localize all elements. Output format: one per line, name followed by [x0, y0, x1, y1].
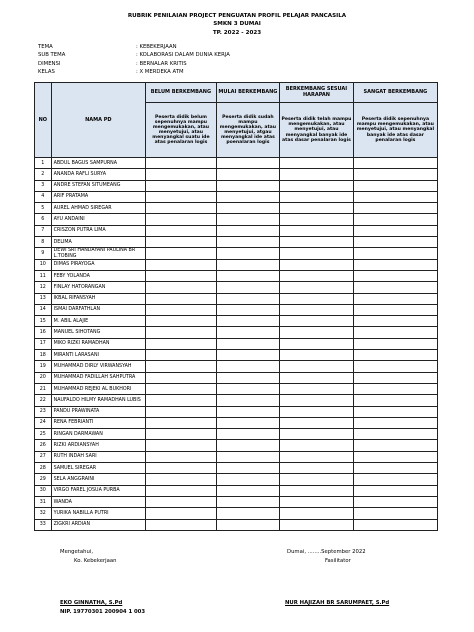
score-cell-level-1[interactable] [146, 180, 217, 191]
student-name: CRISZON PUTRA LIMA [51, 225, 146, 236]
score-cell-level-1[interactable] [146, 169, 217, 180]
score-cell-level-3[interactable] [280, 395, 354, 406]
table-row [35, 406, 438, 417]
table-row [35, 508, 438, 519]
student-name: SAMUEL SIREGAR [51, 463, 146, 474]
score-cell-level-4[interactable] [353, 485, 437, 496]
score-cell-level-2[interactable] [216, 474, 279, 485]
score-cell-level-3[interactable] [280, 282, 354, 293]
score-cell-level-3[interactable] [280, 383, 354, 394]
score-cell-level-2[interactable] [216, 259, 279, 270]
table-row [35, 429, 438, 440]
score-cell-level-1[interactable] [146, 440, 217, 451]
score-cell-level-1[interactable] [146, 496, 217, 507]
table-row [35, 158, 438, 169]
info-value: : KOLABORASI DALAM DUNIA KERJA [136, 52, 230, 59]
table-row [35, 259, 438, 270]
row-number: 10 [35, 259, 52, 270]
score-cell-level-2[interactable] [216, 214, 279, 225]
student-name: ZIGKRI ARDIAN [51, 519, 146, 530]
row-number: 12 [35, 282, 52, 293]
level-2-description: Peserta didik sudah mampu mengemukakan, atau menyetujui, atgau menyangkal ide atas poenalaran logis [216, 103, 279, 158]
score-cell-level-2[interactable] [216, 451, 279, 462]
score-cell-level-4[interactable] [353, 259, 437, 270]
table-row [35, 383, 438, 394]
table-row [35, 440, 438, 451]
row-number: 4 [35, 191, 52, 202]
column-header-name: NAMA PD [51, 83, 146, 158]
score-cell-level-1[interactable] [146, 214, 217, 225]
info-row-tema [38, 43, 356, 51]
document-title: RUBRIK PENILAIAN PROJECT PENGUATAN PROFIL PELAJAR PANCASILA [127, 13, 347, 19]
score-cell-level-3[interactable] [280, 191, 354, 202]
row-number: 19 [35, 361, 52, 372]
table-row [35, 485, 438, 496]
score-cell-level-3[interactable] [280, 485, 354, 496]
row-number: 28 [35, 463, 52, 474]
score-cell-level-4[interactable] [353, 338, 437, 349]
info-row-dimensi [38, 60, 356, 68]
table-row [35, 214, 438, 225]
score-cell-level-4[interactable] [353, 395, 437, 406]
row-number: 5 [35, 203, 52, 214]
row-number: 7 [35, 225, 52, 236]
student-name: ABDUL BAGUS SAMPURNA [51, 158, 146, 169]
student-name: FINLAY HATORANGAN [51, 282, 146, 293]
score-cell-level-4[interactable] [353, 417, 437, 428]
score-cell-level-4[interactable] [353, 169, 437, 180]
score-cell-level-2[interactable] [216, 282, 279, 293]
score-cell-level-1[interactable] [146, 316, 217, 327]
info-key: KELAS [38, 69, 55, 76]
table-row [35, 203, 438, 214]
score-cell-level-1[interactable] [146, 395, 217, 406]
row-number: 11 [35, 270, 52, 281]
score-cell-level-1[interactable] [146, 350, 217, 361]
score-cell-level-3[interactable] [280, 463, 354, 474]
score-cell-level-3[interactable] [280, 327, 354, 338]
table-row [35, 316, 438, 327]
score-cell-level-2[interactable] [216, 225, 279, 236]
row-number: 22 [35, 395, 52, 406]
score-cell-level-3[interactable] [280, 248, 354, 259]
score-cell-level-3[interactable] [280, 496, 354, 507]
student-name: MUHAMMAD REJEKI AL BUKHORI [51, 383, 146, 394]
student-name: PANDU PRAWINATA [51, 406, 146, 417]
info-key: TEMA [38, 44, 53, 50]
student-name: AUREL AHMAD SIREGAR [51, 203, 146, 214]
row-number: 32 [35, 508, 52, 519]
score-cell-level-3[interactable] [280, 338, 354, 349]
row-number: 17 [35, 338, 52, 349]
score-cell-level-1[interactable] [146, 282, 217, 293]
score-cell-level-2[interactable] [216, 406, 279, 417]
facilitator-name: NUR HAJIZAH BR SARUMPAET, S.Pd [285, 600, 390, 606]
student-name: ANDRE STEFAN SITUMEANG [51, 180, 146, 191]
table-row [35, 180, 438, 191]
table-row [35, 270, 438, 281]
score-cell-level-3[interactable] [280, 293, 354, 304]
score-cell-level-2[interactable] [216, 248, 279, 259]
score-cell-level-1[interactable] [146, 327, 217, 338]
score-cell-level-2[interactable] [216, 304, 279, 315]
score-cell-level-1[interactable] [146, 338, 217, 349]
score-cell-level-3[interactable] [280, 237, 354, 248]
score-cell-level-2[interactable] [216, 417, 279, 428]
score-cell-level-4[interactable] [353, 248, 437, 259]
score-cell-level-4[interactable] [353, 451, 437, 462]
row-number: 3 [35, 180, 52, 191]
score-cell-level-3[interactable] [280, 225, 354, 236]
score-cell-level-4[interactable] [353, 361, 437, 372]
score-cell-level-4[interactable] [353, 327, 437, 338]
student-name: ANANDA RAFLI SURYA [51, 169, 146, 180]
score-cell-level-4[interactable] [353, 158, 437, 169]
student-name: DELIMA [51, 237, 146, 248]
score-cell-level-2[interactable] [216, 485, 279, 496]
score-cell-level-3[interactable] [280, 158, 354, 169]
score-cell-level-4[interactable] [353, 237, 437, 248]
table-row [35, 338, 438, 349]
score-cell-level-4[interactable] [353, 270, 437, 281]
info-value: : KEBEKERJAAN [136, 44, 177, 50]
row-number: 29 [35, 474, 52, 485]
table-row [35, 169, 438, 180]
student-name: ISMAI DARFATHLAN [51, 304, 146, 315]
score-cell-level-2[interactable] [216, 463, 279, 474]
table-row [35, 293, 438, 304]
student-name: M. ABIL ALAJIE [51, 316, 146, 327]
score-cell-level-1[interactable] [146, 519, 217, 530]
facilitator-role: Fasilitator [325, 558, 351, 564]
document-header [0, 12, 474, 37]
score-cell-level-4[interactable] [353, 225, 437, 236]
row-number: 14 [35, 304, 52, 315]
acknowledged-label: Mengetahui, [60, 549, 93, 555]
student-name: DIMAS PIRAYOGA [51, 259, 146, 270]
student-name: MUHAMMAD FADILLAH SAHPUTRA [51, 372, 146, 383]
score-cell-level-3[interactable] [280, 169, 354, 180]
row-number: 15 [35, 316, 52, 327]
score-cell-level-1[interactable] [146, 191, 217, 202]
student-name: DEWI SRI HANDAYANI PAULINA BR L.TOBING [51, 248, 146, 259]
student-name: MIRANTI LARASANI [51, 350, 146, 361]
left-signature [60, 599, 145, 617]
score-cell-level-2[interactable] [216, 327, 279, 338]
score-cell-level-1[interactable] [146, 361, 217, 372]
table-row [35, 248, 438, 259]
info-key: DIMENSI [38, 60, 61, 67]
row-number: 1 [35, 158, 52, 169]
score-cell-level-2[interactable] [216, 169, 279, 180]
score-cell-level-4[interactable] [353, 463, 437, 474]
student-name: NAUFALDO HILMY RAMADHAN LUBIS [51, 395, 146, 406]
score-cell-level-1[interactable] [146, 304, 217, 315]
row-number: 20 [35, 372, 52, 383]
row-number: 13 [35, 293, 52, 304]
level-1-description: Peserta didik belum sepenuhnya mampu mengemukakan, atau menyetujui, atau menyangkal suatu ide atas penalaran logis [146, 103, 217, 158]
score-cell-level-2[interactable] [216, 237, 279, 248]
school-year: TP. 2022 - 2023 [212, 29, 262, 36]
row-number: 9 [35, 248, 52, 259]
score-cell-level-3[interactable] [280, 259, 354, 270]
score-cell-level-2[interactable] [216, 361, 279, 372]
table-row [35, 191, 438, 202]
row-number: 6 [35, 214, 52, 225]
score-cell-level-4[interactable] [353, 440, 437, 451]
table-row [35, 519, 438, 530]
table-row [35, 463, 438, 474]
row-number: 8 [35, 237, 52, 248]
table-row [35, 282, 438, 293]
score-cell-level-2[interactable] [216, 508, 279, 519]
table-row [35, 451, 438, 462]
student-name: YURIKA NABILLA PUTRI [51, 508, 146, 519]
score-cell-level-4[interactable] [353, 293, 437, 304]
score-cell-level-4[interactable] [353, 316, 437, 327]
score-cell-level-2[interactable] [216, 519, 279, 530]
info-row-sub-tema [38, 51, 356, 59]
coordinator-name: EKO GINNATHA, S.Pd [60, 600, 123, 606]
score-cell-level-4[interactable] [353, 383, 437, 394]
footer-right [287, 548, 366, 566]
score-cell-level-1[interactable] [146, 270, 217, 281]
table-row [35, 395, 438, 406]
student-name: AYU ANDAINI [51, 214, 146, 225]
score-cell-level-3[interactable] [280, 350, 354, 361]
score-cell-level-2[interactable] [216, 395, 279, 406]
score-cell-level-1[interactable] [146, 293, 217, 304]
student-name: FEBY YOLANDA [51, 270, 146, 281]
student-name: MIKO RIZKI RAMADHAN [51, 338, 146, 349]
score-cell-level-3[interactable] [280, 316, 354, 327]
score-cell-level-1[interactable] [146, 225, 217, 236]
score-cell-level-3[interactable] [280, 203, 354, 214]
column-header-level-1: BELUM BERKEMBANG [146, 83, 217, 103]
row-number: 21 [35, 383, 52, 394]
score-cell-level-4[interactable] [353, 406, 437, 417]
score-cell-level-1[interactable] [146, 485, 217, 496]
score-cell-level-1[interactable] [146, 237, 217, 248]
right-signature [285, 599, 389, 608]
info-block [38, 43, 356, 77]
column-header-level-4: SANGAT BERKEMBANG [353, 83, 437, 103]
score-cell-level-2[interactable] [216, 180, 279, 191]
student-name: RINGAN DARMAWAN [51, 429, 146, 440]
score-cell-level-2[interactable] [216, 383, 279, 394]
score-cell-level-3[interactable] [280, 304, 354, 315]
score-cell-level-2[interactable] [216, 203, 279, 214]
row-number: 18 [35, 350, 52, 361]
score-cell-level-3[interactable] [280, 180, 354, 191]
score-cell-level-1[interactable] [146, 203, 217, 214]
score-cell-level-4[interactable] [353, 203, 437, 214]
table-row [35, 237, 438, 248]
score-cell-level-4[interactable] [353, 474, 437, 485]
score-cell-level-4[interactable] [353, 372, 437, 383]
row-number: 16 [35, 327, 52, 338]
score-cell-level-2[interactable] [216, 270, 279, 281]
student-name: RIZKI ARDIANSYAH [51, 440, 146, 451]
score-cell-level-2[interactable] [216, 191, 279, 202]
row-number: 31 [35, 496, 52, 507]
student-name: MANUEL SIHOTANG [51, 327, 146, 338]
score-cell-level-2[interactable] [216, 372, 279, 383]
score-cell-level-2[interactable] [216, 429, 279, 440]
column-header-no: NO [35, 83, 52, 158]
score-cell-level-4[interactable] [353, 350, 437, 361]
score-cell-level-4[interactable] [353, 304, 437, 315]
table-row [35, 474, 438, 485]
row-number: 2 [35, 169, 52, 180]
score-cell-level-3[interactable] [280, 474, 354, 485]
score-cell-level-2[interactable] [216, 316, 279, 327]
table-row [35, 327, 438, 338]
student-name: IKBAL RIFANSYAH [51, 293, 146, 304]
row-number: 26 [35, 440, 52, 451]
table-row [35, 417, 438, 428]
score-cell-level-3[interactable] [280, 406, 354, 417]
score-cell-level-1[interactable] [146, 383, 217, 394]
row-number: 25 [35, 429, 52, 440]
student-name: ARIF PRATAMA [51, 191, 146, 202]
score-cell-level-2[interactable] [216, 350, 279, 361]
row-number: 33 [35, 519, 52, 530]
footer-left [60, 548, 116, 566]
student-name: WANDA [51, 496, 146, 507]
score-cell-level-1[interactable] [146, 474, 217, 485]
student-name: RUTH INDAH SARI [51, 451, 146, 462]
level-4-description: Peserta didik sepenuhnya mampu mengemukakan, atau menyetujui, atau menyangkal banyak ide atas dasar penalaran logis [353, 103, 437, 158]
info-row-kelas [38, 68, 356, 76]
score-cell-level-4[interactable] [353, 508, 437, 519]
score-cell-level-1[interactable] [146, 248, 217, 259]
student-name: RENA FEBRIANTI [51, 417, 146, 428]
score-cell-level-3[interactable] [280, 417, 354, 428]
table-body [35, 158, 438, 531]
table-row [35, 361, 438, 372]
score-cell-level-1[interactable] [146, 158, 217, 169]
row-number: 24 [35, 417, 52, 428]
score-cell-level-1[interactable] [146, 406, 217, 417]
table-row [35, 304, 438, 315]
score-cell-level-1[interactable] [146, 259, 217, 270]
score-cell-level-3[interactable] [280, 508, 354, 519]
score-cell-level-3[interactable] [280, 214, 354, 225]
score-cell-level-1[interactable] [146, 451, 217, 462]
place-date: Dumai, ........September 2022 [287, 549, 366, 555]
score-cell-level-3[interactable] [280, 372, 354, 383]
score-cell-level-4[interactable] [353, 282, 437, 293]
row-number: 27 [35, 451, 52, 462]
assessment-table [34, 82, 438, 531]
score-cell-level-4[interactable] [353, 214, 437, 225]
student-name: MUHAMMAD DIRLY VIRWANSYAH [51, 361, 146, 372]
score-cell-level-3[interactable] [280, 270, 354, 281]
table-header-row [35, 83, 438, 103]
score-cell-level-4[interactable] [353, 180, 437, 191]
score-cell-level-4[interactable] [353, 191, 437, 202]
table-row [35, 372, 438, 383]
score-cell-level-2[interactable] [216, 338, 279, 349]
column-header-level-3: BERKEMBANG SESUAI HARAPAN [280, 83, 354, 103]
score-cell-level-2[interactable] [216, 440, 279, 451]
score-cell-level-1[interactable] [146, 429, 217, 440]
score-cell-level-4[interactable] [353, 496, 437, 507]
score-cell-level-1[interactable] [146, 508, 217, 519]
score-cell-level-1[interactable] [146, 463, 217, 474]
table-row [35, 496, 438, 507]
score-cell-level-2[interactable] [216, 158, 279, 169]
score-cell-level-2[interactable] [216, 496, 279, 507]
column-header-level-2: MULAI BERKEMBANG [216, 83, 279, 103]
score-cell-level-2[interactable] [216, 293, 279, 304]
student-name: SELA ANGGRAINI [51, 474, 146, 485]
info-value: : X MERDEKA ATM [136, 69, 184, 76]
score-cell-level-1[interactable] [146, 372, 217, 383]
coordinator-role: Ko. Kebekerjaan [74, 558, 117, 564]
table-row [35, 350, 438, 361]
info-key: SUB TEMA [38, 52, 66, 59]
student-name: VIRGO FAREL JOSUA PURBA [51, 485, 146, 496]
info-value: : BERNALAR KRITIS [136, 60, 187, 67]
score-cell-level-3[interactable] [280, 361, 354, 372]
score-cell-level-1[interactable] [146, 417, 217, 428]
score-cell-level-4[interactable] [353, 519, 437, 530]
score-cell-level-3[interactable] [280, 451, 354, 462]
table-row [35, 225, 438, 236]
score-cell-level-4[interactable] [353, 429, 437, 440]
level-3-description: Peserta didik telah mampu mengemukakan, atau menyetujui, atau menyangkal banyak ide atas dasar penalaran logis [280, 103, 354, 158]
row-number: 23 [35, 406, 52, 417]
coordinator-nip: NIP. 19770301 200904 1 003 [60, 609, 146, 615]
score-cell-level-3[interactable] [280, 440, 354, 451]
school-name: SMKN 3 DUMAI [213, 21, 261, 28]
score-cell-level-3[interactable] [280, 519, 354, 530]
score-cell-level-3[interactable] [280, 429, 354, 440]
row-number: 30 [35, 485, 52, 496]
